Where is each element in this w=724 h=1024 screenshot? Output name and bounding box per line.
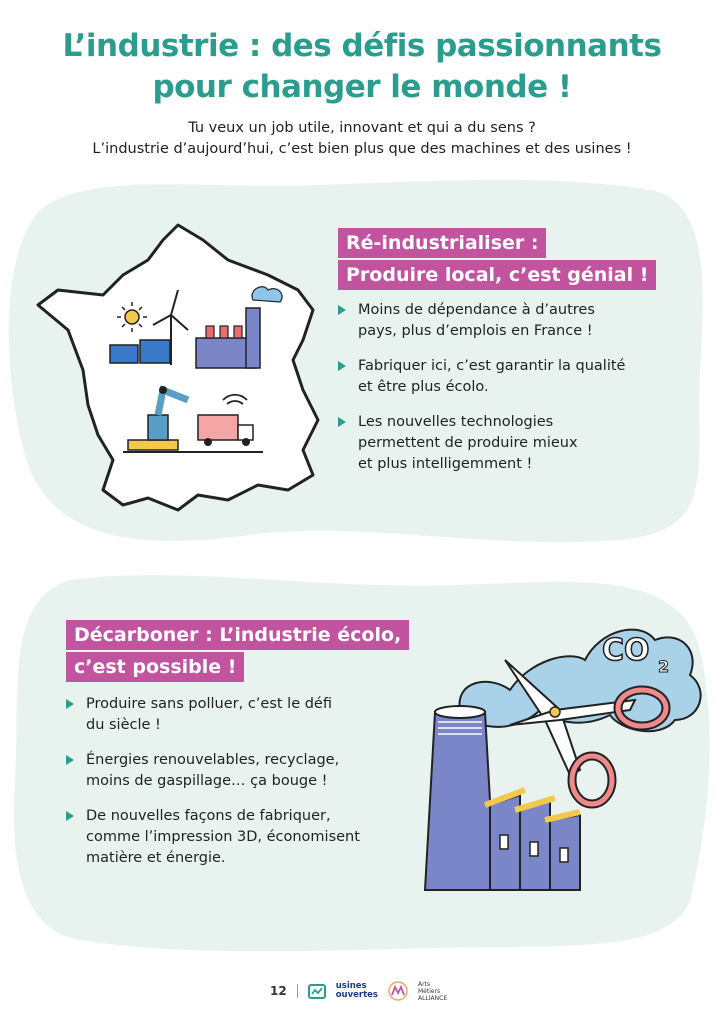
arts-metiers-logo: Arts Métiers ALLIANCE: [417, 980, 448, 1002]
section1-heading-line-2: Produire local, c’est génial !: [338, 260, 656, 290]
section2-bullets: [66, 694, 426, 883]
bullet-arrow-icon: [338, 361, 346, 371]
list-item: Fabriquer ici, c’est garantir la qualité et être plus écolo.: [338, 356, 698, 398]
section1-heading-line-1: Ré-industrialiser :: [338, 228, 546, 258]
arts-metiers-logo-icon: [388, 981, 408, 1001]
list-item: Énergies renouvelables, recyclage, moins de gaspillage… ça bouge !: [66, 750, 426, 792]
france-map-icon: [28, 220, 328, 520]
footer-divider: [297, 984, 298, 998]
section2-heading: [66, 620, 409, 684]
subtitle-line-1: Tu veux un job utile, innovant et qui a du sens ?: [188, 120, 536, 136]
page-subtitle: [0, 118, 724, 160]
bullet-arrow-icon: [338, 417, 346, 427]
page-number: 12: [270, 984, 287, 998]
list-item: Produire sans polluer, c’est le défi du siècle !: [66, 694, 426, 736]
list-item: Les nouvelles technologies permettent de produire mieux et plus intelligemment !: [338, 412, 698, 475]
title-line-2: pour changer le monde !: [152, 69, 572, 105]
usines-ouvertes-logo-icon: [308, 982, 326, 1000]
section1-bullets: [338, 300, 698, 489]
co2-subscript: 2: [658, 657, 670, 676]
bullet-arrow-icon: [66, 755, 74, 765]
subtitle-line-2: L’industrie d’aujourd’hui, c’est bien plus que des machines et des usines !: [92, 141, 632, 157]
section1-heading: [338, 228, 656, 292]
bullet-arrow-icon: [338, 305, 346, 315]
list-item: Moins de dépendance à d’autres pays, plus d’emplois en France !: [338, 300, 698, 342]
section2-heading-line-1: Décarboner : L’industrie écolo,: [66, 620, 409, 650]
page-footer: [270, 976, 447, 1006]
bullet-arrow-icon: [66, 699, 74, 709]
bullet-arrow-icon: [66, 811, 74, 821]
co2-factory-illustration: [420, 580, 710, 900]
section2-heading-line-2: c’est possible !: [66, 652, 244, 682]
list-item: De nouvelles façons de fabriquer, comme l’impression 3D, économisent matière et énergie.: [66, 806, 426, 869]
usines-ouvertes-logo: usines ouvertes: [335, 981, 378, 1000]
title-line-1: L’industrie : des défis passionnants: [62, 28, 662, 64]
co2-label: CO: [602, 633, 650, 668]
page-title: [0, 26, 724, 108]
